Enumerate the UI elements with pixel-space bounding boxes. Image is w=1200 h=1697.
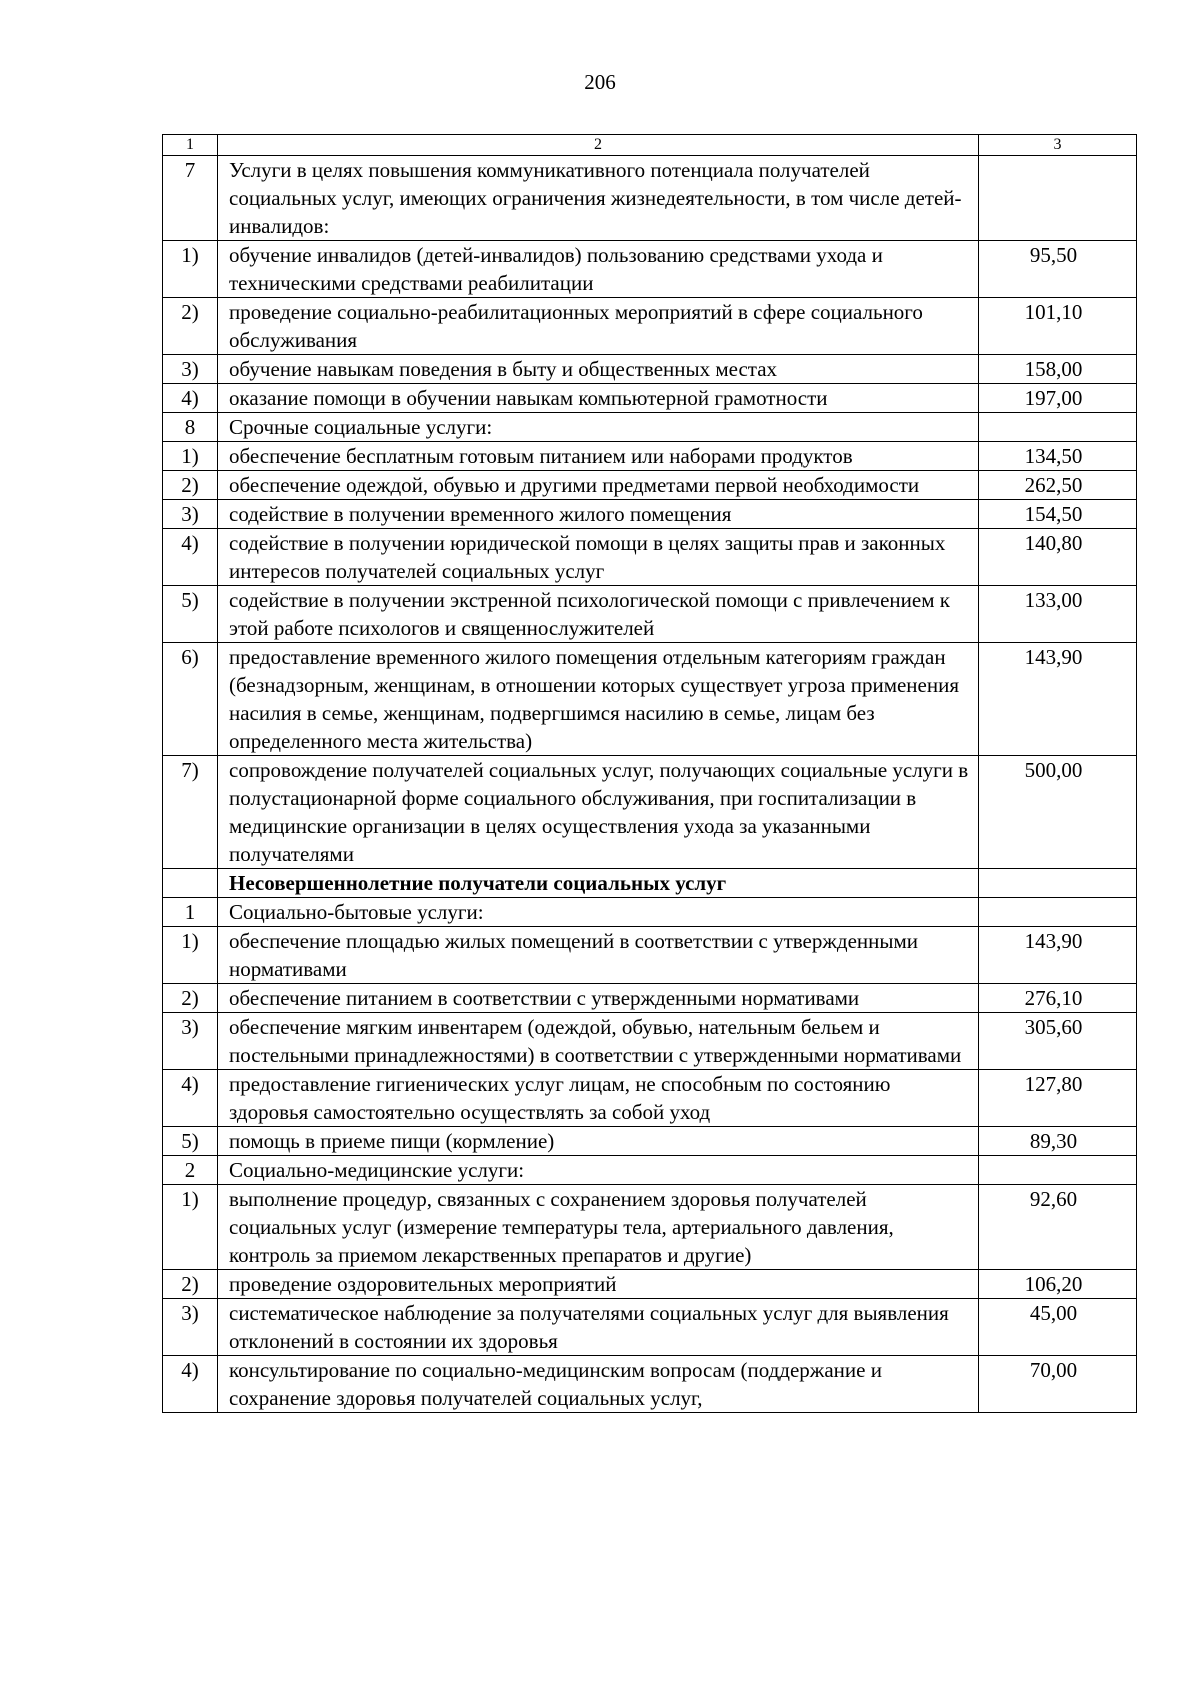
row-number-cell: 4) xyxy=(163,1070,218,1127)
table-row xyxy=(163,471,1137,500)
tariff-cell xyxy=(979,898,1137,927)
row-number-cell: 1) xyxy=(163,1185,218,1270)
row-number-cell: 4) xyxy=(163,1356,218,1413)
service-name-cell: предоставление временного жилого помещения отдельным категориям граждан (безнадзорным, женщинам, в отношении которых существует угроза применения насилия в семье, женщинам, подвергшимся насилию в семье, лицам без определенного места жительства) xyxy=(218,643,979,756)
tariff-cell: 262,50 xyxy=(979,471,1137,500)
tariff-cell: 133,00 xyxy=(979,586,1137,643)
service-name-cell: сопровождение получателей социальных услуг, получающих социальные услуги в полустационарной форме социального обслуживания, при госпитализации в медицинские организации в целях осуществления ухода за указанными получателями xyxy=(218,756,979,869)
service-name-cell: проведение социально-реабилитационных мероприятий в сфере социального обслуживания xyxy=(218,298,979,355)
column-number-3: 3 xyxy=(979,135,1137,156)
service-name-cell: Социально-бытовые услуги: xyxy=(218,898,979,927)
service-name-cell: обучение навыкам поведения в быту и общественных местах xyxy=(218,355,979,384)
table-row xyxy=(163,500,1137,529)
service-name-cell: Социально-медицинские услуги: xyxy=(218,1156,979,1185)
service-name-cell: выполнение процедур, связанных с сохранением здоровья получателей социальных услуг (измерение температуры тела, артериального давления, контроль за приемом лекарственных препаратов и другие) xyxy=(218,1185,979,1270)
tariff-cell: 106,20 xyxy=(979,1270,1137,1299)
column-number-1: 1 xyxy=(163,135,218,156)
service-name-cell: Услуги в целях повышения коммуникативного потенциала получателей социальных услуг, имеющих ограничения жизнедеятельности, в том числе детей-инвалидов: xyxy=(218,156,979,241)
row-number-cell: 4) xyxy=(163,384,218,413)
row-number-cell: 2 xyxy=(163,1156,218,1185)
tariff-cell: 143,90 xyxy=(979,927,1137,984)
tariff-cell: 158,00 xyxy=(979,355,1137,384)
service-name-cell: обеспечение одеждой, обувью и другими предметами первой необходимости xyxy=(218,471,979,500)
row-number-cell: 1) xyxy=(163,241,218,298)
service-name-cell: содействие в получении временного жилого помещения xyxy=(218,500,979,529)
tariff-cell xyxy=(979,1156,1137,1185)
table-row xyxy=(163,1356,1137,1413)
row-number-cell: 5) xyxy=(163,586,218,643)
table-row xyxy=(163,586,1137,643)
table-row xyxy=(163,898,1137,927)
tariff-cell xyxy=(979,156,1137,241)
tariff-cell: 143,90 xyxy=(979,643,1137,756)
table-row xyxy=(163,1070,1137,1127)
row-number-cell: 1) xyxy=(163,442,218,471)
tariff-cell: 92,60 xyxy=(979,1185,1137,1270)
table-row xyxy=(163,1127,1137,1156)
table-row xyxy=(163,156,1137,241)
row-number-cell: 4) xyxy=(163,529,218,586)
table-row xyxy=(163,984,1137,1013)
table-row xyxy=(163,298,1137,355)
page-number: 206 xyxy=(584,70,616,94)
service-name-cell: Срочные социальные услуги: xyxy=(218,413,979,442)
tariff-cell: 45,00 xyxy=(979,1299,1137,1356)
table-row xyxy=(163,756,1137,869)
table-row xyxy=(163,355,1137,384)
row-number-cell: 2) xyxy=(163,1270,218,1299)
service-name-cell: систематическое наблюдение за получателями социальных услуг для выявления отклонений в состоянии их здоровья xyxy=(218,1299,979,1356)
service-name-cell: обучение инвалидов (детей-инвалидов) пользованию средствами ухода и техническими средствами реабилитации xyxy=(218,241,979,298)
table-row xyxy=(163,241,1137,298)
table-row xyxy=(163,1013,1137,1070)
table-row xyxy=(163,643,1137,756)
row-number-cell: 3) xyxy=(163,355,218,384)
tariff-cell: 197,00 xyxy=(979,384,1137,413)
tariff-cell: 154,50 xyxy=(979,500,1137,529)
service-name-cell: обеспечение площадью жилых помещений в соответствии с утвержденными нормативами xyxy=(218,927,979,984)
service-name-cell: содействие в получении юридической помощи в целях защиты прав и законных интересов получателей социальных услуг xyxy=(218,529,979,586)
table-row xyxy=(163,442,1137,471)
service-name-cell: помощь в приеме пищи (кормление) xyxy=(218,1127,979,1156)
table-row xyxy=(163,1299,1137,1356)
tariff-cell: 276,10 xyxy=(979,984,1137,1013)
tariff-cell: 101,10 xyxy=(979,298,1137,355)
row-number-cell: 3) xyxy=(163,1299,218,1356)
row-number-cell xyxy=(163,869,218,898)
service-name-cell: обеспечение питанием в соответствии с утвержденными нормативами xyxy=(218,984,979,1013)
row-number-cell: 5) xyxy=(163,1127,218,1156)
tariff-cell: 140,80 xyxy=(979,529,1137,586)
tariff-cell: 127,80 xyxy=(979,1070,1137,1127)
table-row xyxy=(163,1156,1137,1185)
service-name-cell: обеспечение мягким инвентарем (одеждой, обувью, нательным бельем и постельными принадлежностями) в соответствии с утвержденными нормативами xyxy=(218,1013,979,1070)
tariff-cell: 134,50 xyxy=(979,442,1137,471)
tariff-cell xyxy=(979,413,1137,442)
service-name-cell: Несовершеннолетние получатели социальных услуг xyxy=(218,869,979,898)
table-row xyxy=(163,1185,1137,1270)
tariff-cell: 305,60 xyxy=(979,1013,1137,1070)
row-number-cell: 1) xyxy=(163,927,218,984)
row-number-cell: 8 xyxy=(163,413,218,442)
table-row xyxy=(163,529,1137,586)
tariff-cell xyxy=(979,869,1137,898)
row-number-cell: 3) xyxy=(163,1013,218,1070)
tariff-cell: 500,00 xyxy=(979,756,1137,869)
tariff-cell: 95,50 xyxy=(979,241,1137,298)
row-number-cell: 2) xyxy=(163,298,218,355)
table-row xyxy=(163,1270,1137,1299)
table-row xyxy=(163,869,1137,898)
column-number-2: 2 xyxy=(218,135,979,156)
tariff-cell: 70,00 xyxy=(979,1356,1137,1413)
service-name-cell: предоставление гигиенических услуг лицам, не способным по состоянию здоровья самостоятельно осуществлять за собой уход xyxy=(218,1070,979,1127)
service-name-cell: содействие в получении экстренной психологической помощи с привлечением к этой работе психологов и священнослужителей xyxy=(218,586,979,643)
row-number-cell: 3) xyxy=(163,500,218,529)
table-row xyxy=(163,927,1137,984)
service-name-cell: обеспечение бесплатным готовым питанием или наборами продуктов xyxy=(218,442,979,471)
row-number-cell: 7 xyxy=(163,156,218,241)
service-name-cell: оказание помощи в обучении навыкам компьютерной грамотности xyxy=(218,384,979,413)
row-number-cell: 2) xyxy=(163,984,218,1013)
service-name-cell: проведение оздоровительных мероприятий xyxy=(218,1270,979,1299)
tariff-cell: 89,30 xyxy=(979,1127,1137,1156)
table-row xyxy=(163,413,1137,442)
service-name-cell: консультирование по социально-медицинским вопросам (поддержание и сохранение здоровья получателей социальных услуг, xyxy=(218,1356,979,1413)
row-number-cell: 7) xyxy=(163,756,218,869)
row-number-cell: 1 xyxy=(163,898,218,927)
table-row xyxy=(163,384,1137,413)
row-number-cell: 2) xyxy=(163,471,218,500)
row-number-cell: 6) xyxy=(163,643,218,756)
column-number-row xyxy=(163,135,1137,156)
services-tariff-table xyxy=(162,134,1137,1413)
